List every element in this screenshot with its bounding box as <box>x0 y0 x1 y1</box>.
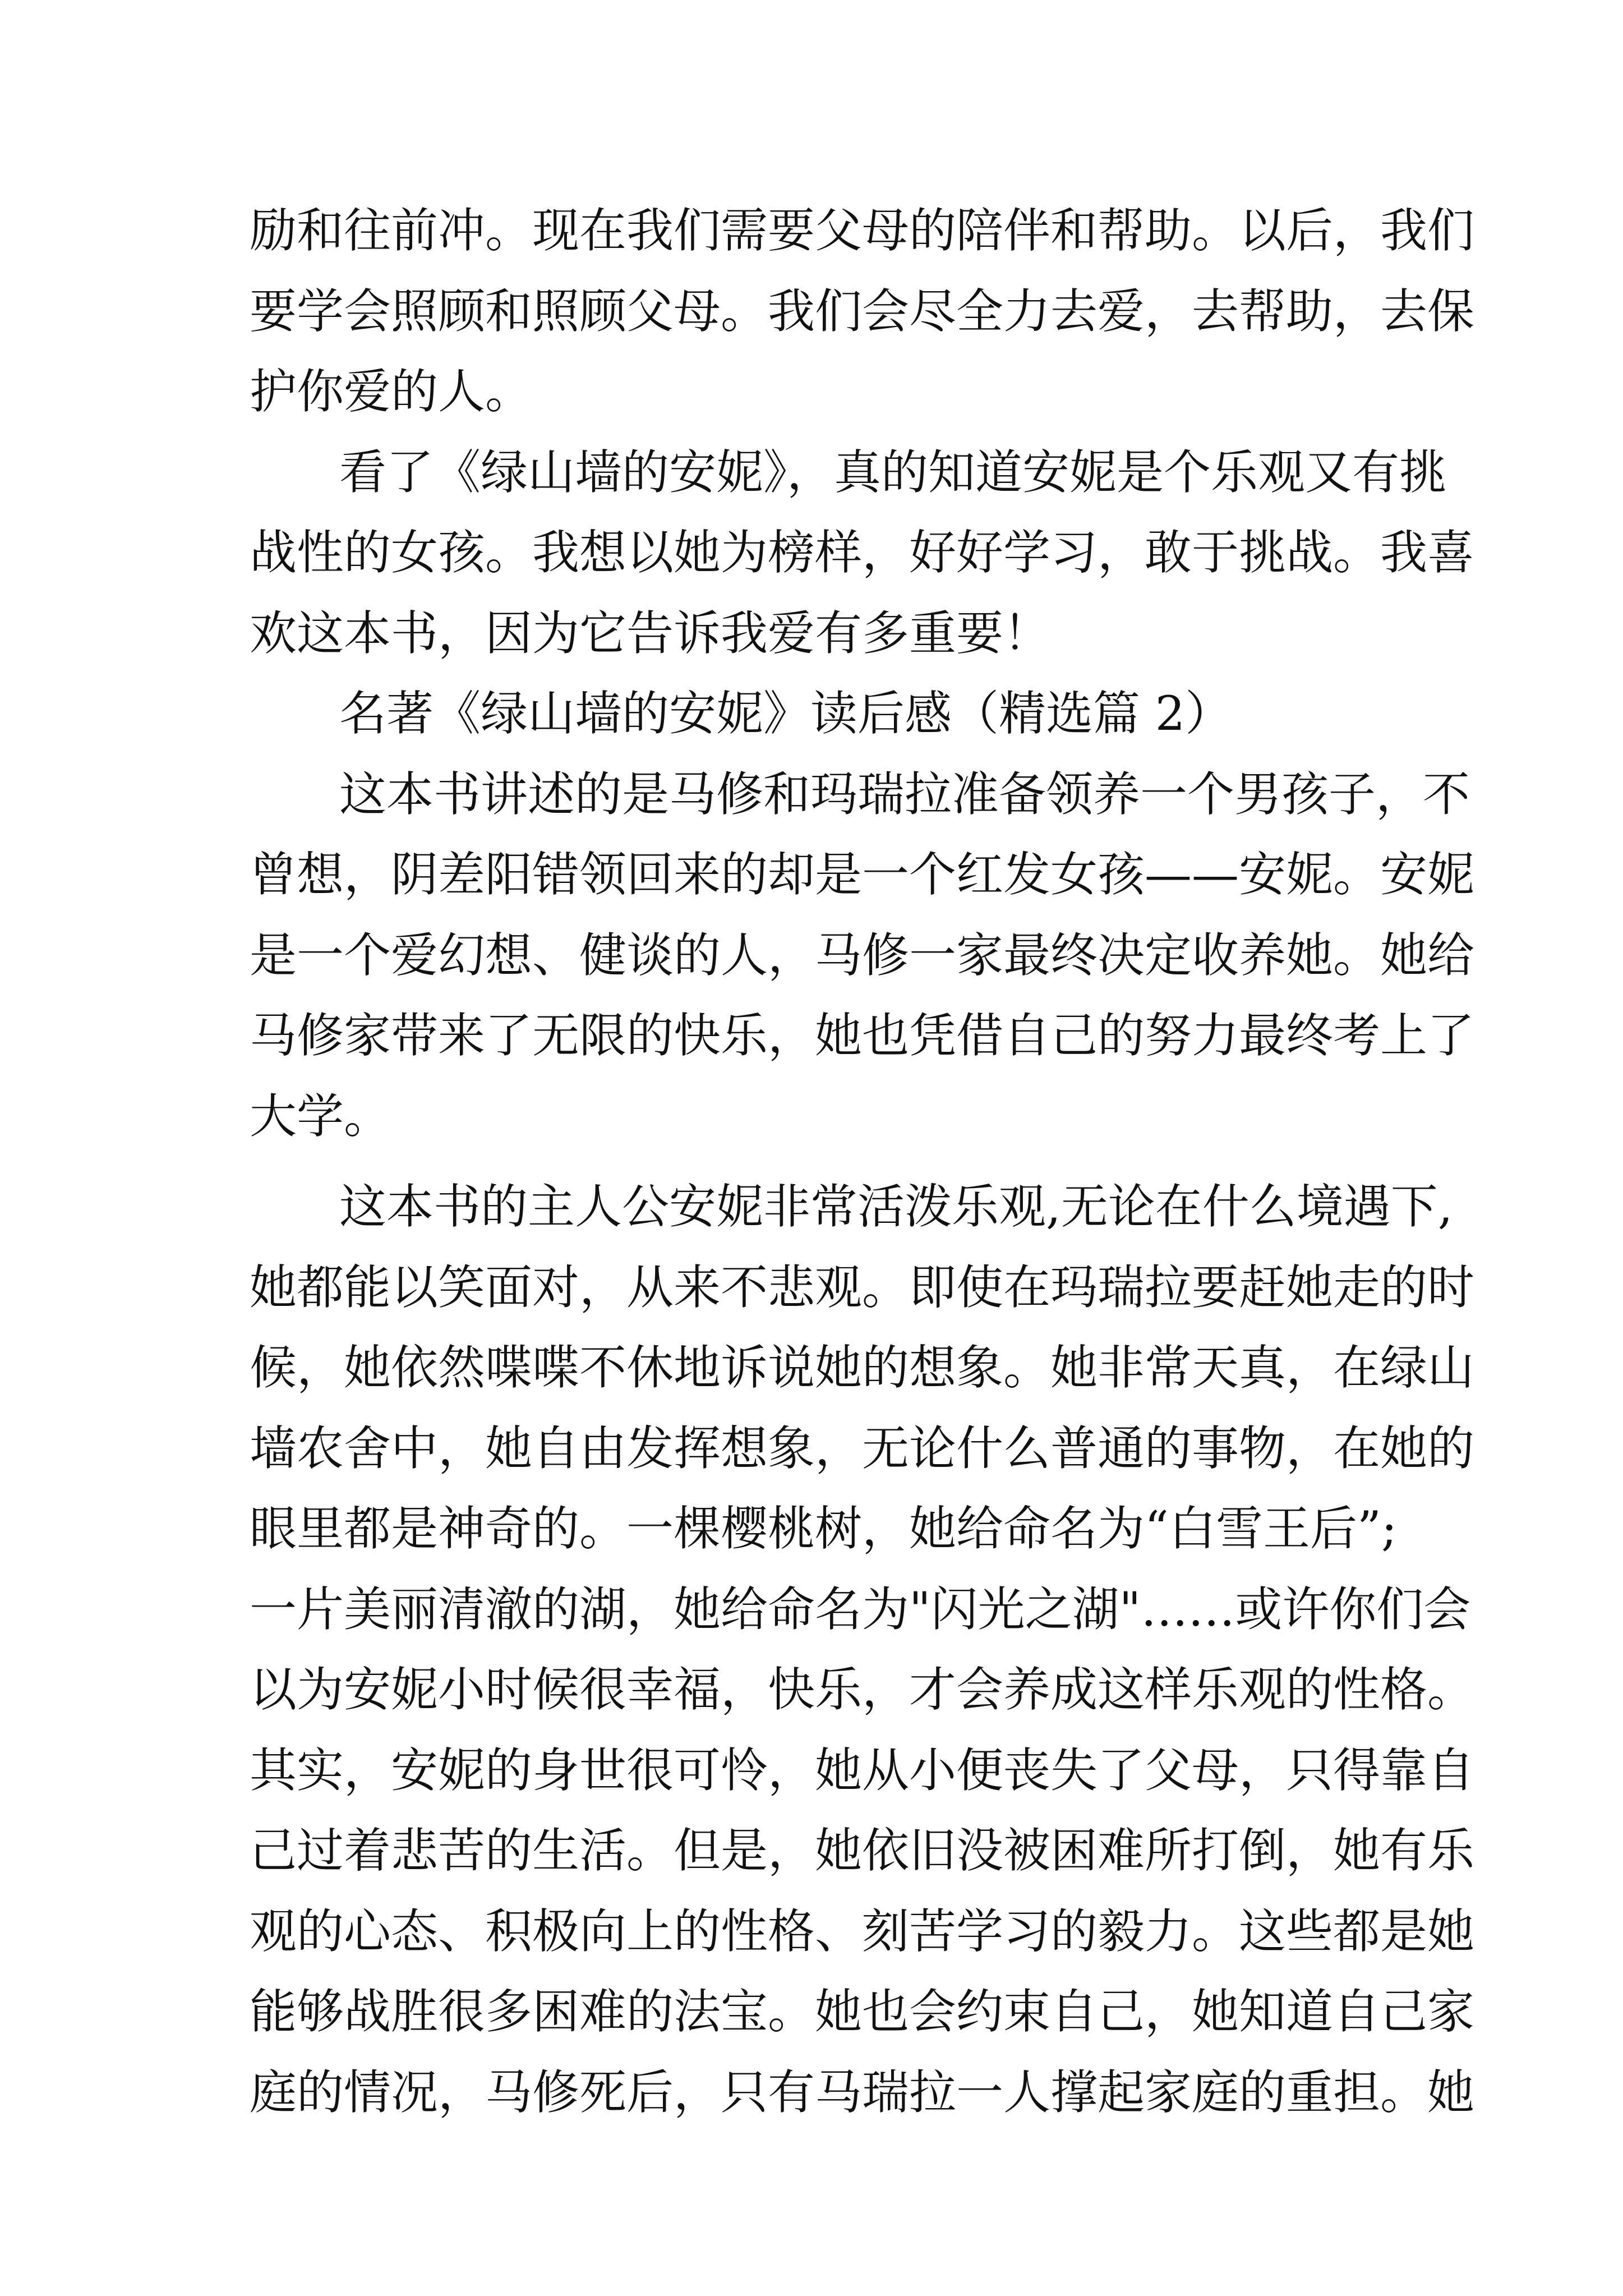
text-line: 马修家带来了无限的快乐，她也凭借自己的努力最终考上了 <box>250 1008 1475 1063</box>
text-line: 能够战胜很多困难的法宝。她也会约束自己，她知道自己家 <box>250 1984 1475 2039</box>
text-line: 欢这本书，因为它告诉我爱有多重要！ <box>250 605 1051 661</box>
text-line: 其实，安妮的身世很可怜，她从小便丧失了父母，只得靠自 <box>250 1742 1475 1798</box>
section-heading <box>250 674 1382 754</box>
text-line: 看了《绿山墙的安妮》，真的知道安妮是个乐观又有挑 <box>339 444 1447 500</box>
text-line: 观的心态、积极向上的性格、刻苦学习的毅力。这些都是她 <box>250 1903 1475 1959</box>
paragraph <box>250 432 1475 674</box>
text-line: 是一个爱幻想、健谈的人，马修一家最终决定收养她。她给 <box>250 927 1475 983</box>
paragraph <box>250 754 1475 1157</box>
text-line: 要学会照顾和照顾父母。我们会尽全力去爱，去帮助，去保 <box>250 283 1475 339</box>
text-line: 曾想，阴差阳错领回来的却是一个红发女孩——安妮。安妮 <box>250 847 1475 902</box>
text-line: 眼里都是神奇的。一棵樱桃树，她给命名为“白雪王后”; <box>250 1501 1398 1556</box>
text-line: 一片美丽清澈的湖，她给命名为"闪光之湖"……或许你们会 <box>250 1581 1471 1637</box>
text-line: 庭的情况，马修死后，只有马瑞拉一人撑起家庭的重担。她 <box>250 2064 1475 2120</box>
text-line: 候，她依然喋喋不休地诉说她的想象。她非常天真，在绿山 <box>250 1340 1475 1395</box>
text-line: 己过着悲苦的生活。但是，她依旧没被困难所打倒，她有乐 <box>250 1823 1475 1878</box>
text-line: 墙农舍中，她自由发挥想象，无论什么普通的事物，在她的 <box>250 1420 1475 1476</box>
paragraph-continuation <box>250 191 1475 432</box>
document-body <box>250 191 1475 2133</box>
text-line: 励和往前冲。现在我们需要父母的陪伴和帮助。以后，我们 <box>250 203 1475 258</box>
paragraph-gap <box>250 1157 1382 1167</box>
text-line: 这本书讲述的是马修和玛瑞拉准备领养一个男孩子，不 <box>339 766 1470 822</box>
paragraph <box>250 1167 1475 2133</box>
text-line: 以为安妮小时候很幸福，快乐，才会养成这样乐观的性格。 <box>250 1662 1475 1717</box>
text-line: 大学。 <box>250 1088 391 1144</box>
text-line: 她都能以笑面对，从来不悲观。即使在玛瑞拉要赶她走的时 <box>250 1259 1475 1315</box>
heading-line: 名著《绿山墙的安妮》读后感（精选篇 2） <box>339 686 1233 741</box>
text-line: 这本书的主人公安妮非常活泼乐观,无论在什么境遇下, <box>339 1179 1453 1234</box>
text-line: 战性的女孩。我想以她为榜样，好好学习，敢于挑战。我喜 <box>250 525 1475 580</box>
text-line: 护你爱的人。 <box>250 364 533 419</box>
